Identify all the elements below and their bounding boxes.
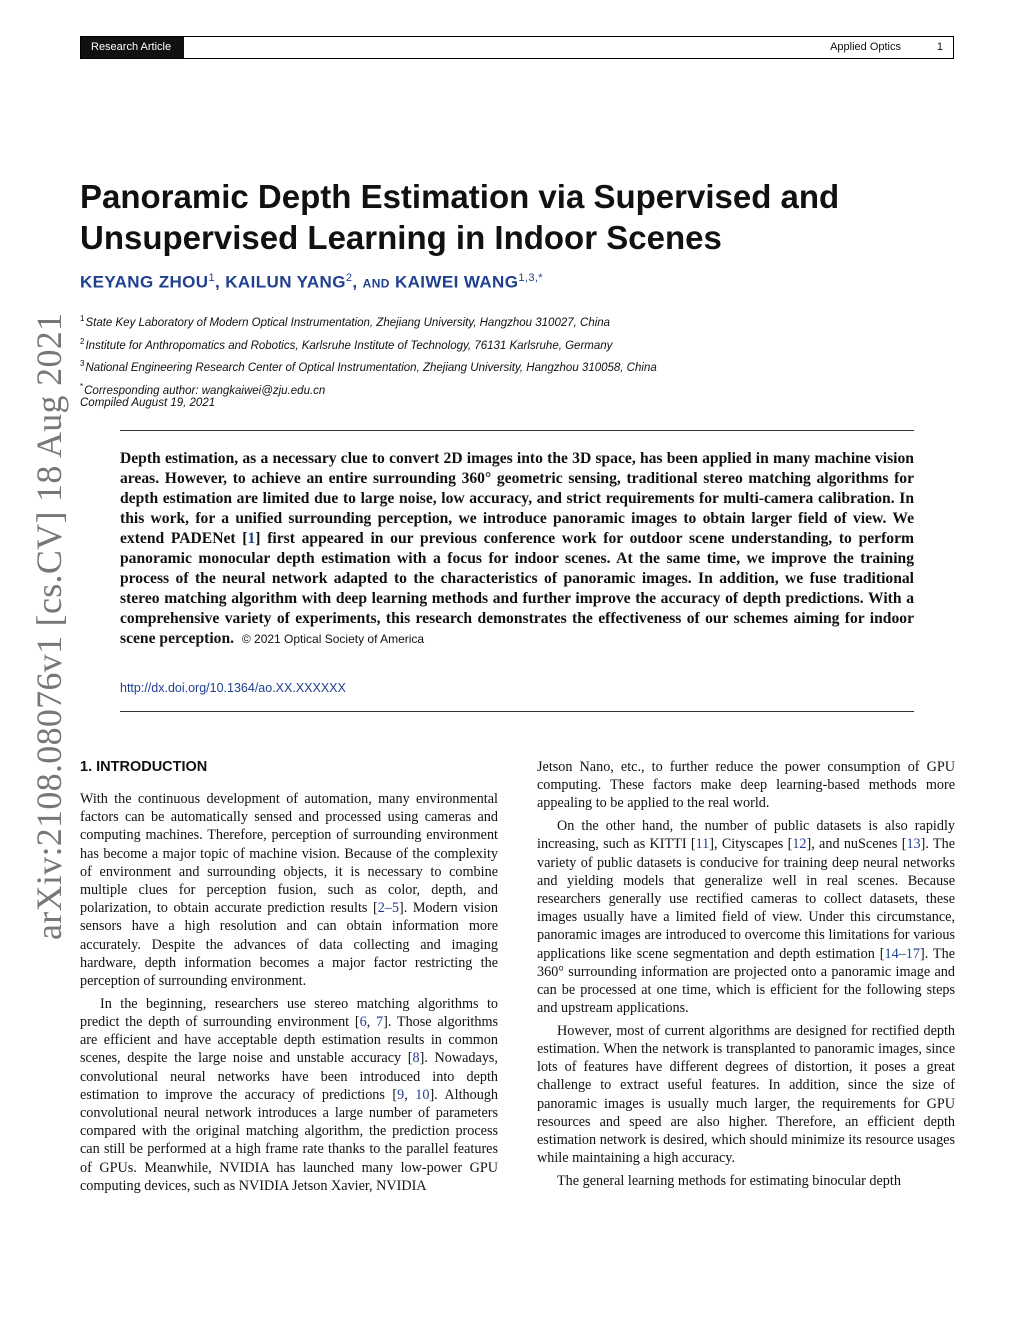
paragraph-text: ]. Modern vision sensors have a high resolution and can obtain information more accurately. Despite the advances of data collecting and imaging hardware, depth information becomes a major factor restricting the perception of surrounding environment. bbox=[80, 900, 498, 990]
affiliation-item bbox=[80, 333, 940, 356]
abstract bbox=[120, 449, 914, 649]
paragraph-text: With the continuous development of automation, many environmental factors can be automatically sensed and processed using cameras and computing machines. Therefore, perception of surrounding environment has become a major topic of machine vision. Because of the complexity of environment and surrounding objects, it is necessary to combine multiple clues for perception fusion, such as color, depth, and polarization, to obtain accurate prediction results [ bbox=[80, 791, 498, 917]
paragraph: The general learning methods for estimating binocular depth bbox=[557, 1172, 901, 1189]
paper-title bbox=[80, 176, 940, 258]
abstract-text: Depth estimation, as a necessary clue to convert 2D images into the 3D space, has been applied in many machine vision areas. However, to achieve an entire surrounding 360° geometric sensing, traditional stereo matching algorithms for depth estimation are limited due to large noise, low accuracy, and strict requirements for multi-camera calibration. In this work, for a unified surrounding perception, we introduce panoramic images to obtain larger field of view. We extend PADENet [ bbox=[120, 450, 914, 547]
citation-link[interactable]: 7 bbox=[376, 1013, 384, 1030]
citation-link[interactable]: 2–5 bbox=[377, 900, 399, 917]
paragraph-text: On the other hand, the number of public datasets is also rapidly increasing, such as KITTI [ bbox=[537, 818, 955, 853]
section-heading: 1. INTRODUCTION bbox=[80, 759, 208, 775]
right-column bbox=[537, 758, 955, 1195]
author-name: KEYANG ZHOU bbox=[80, 272, 209, 292]
affiliation-item bbox=[80, 355, 940, 378]
affiliation-mark: 2 bbox=[80, 336, 85, 346]
paragraph-text: ]. The 360° surrounding information are projected onto a panoramic image and can be processed at one time, which is efficient for the following steps and upstream applications. bbox=[537, 945, 955, 1017]
paragraph-text: ], Cityscapes [ bbox=[709, 836, 793, 853]
affiliation-list bbox=[80, 310, 940, 400]
citation-link[interactable]: 8 bbox=[412, 1050, 420, 1067]
paragraph-text: ]. Although convolutional neural network introduces a large number of parameters compared with the original matching algorithm, the prediction process can still be performed at a high frame rate thanks to the parallel features of GPUs. Meanwhile, NVIDIA has launched many low-power GPU computing devices, such as NVIDIA Jetson Xavier, NVIDIA bbox=[80, 1086, 499, 1194]
citation-link[interactable]: 6 bbox=[359, 1013, 367, 1030]
affiliation-text: State Key Laboratory of Modern Optical Instrumentation, Zhejiang University, Hangzhou 310027, China bbox=[85, 316, 611, 329]
paragraph: Jetson Nano, etc., to further reduce the power consumption of GPU computing. These factors make deep learning-based methods more appealing to be applied to the real world. bbox=[537, 759, 955, 812]
journal-name: Applied Optics bbox=[830, 41, 901, 53]
paragraph-text: ], and nuScenes [ bbox=[806, 836, 907, 853]
abstract-top-rule bbox=[120, 430, 914, 431]
copyright-notice: © 2021 Optical Society of America bbox=[241, 632, 425, 646]
affiliation-text: Corresponding author: wangkaiwei@zju.edu.cn bbox=[84, 384, 326, 397]
citation-link[interactable]: 1 bbox=[247, 530, 256, 547]
arxiv-stamp: arXiv:2108.08076v1 [cs.CV] 18 Aug 2021 bbox=[29, 312, 69, 940]
citation-link[interactable]: 12 bbox=[792, 836, 807, 853]
paragraph: However, most of current algorithms are designed for rectified depth estimation. When the network is transplanted to panoramic images, since lots of features have different degrees of distortion, it poses a great challenge to extract useful features. In addition, since the size of panoramic images is usually much larger, the requirements for GPU resources and speed are also higher. Therefore, an efficient depth estimation network is desired, which should minimize its resource usages while maintaining a high accuracy. bbox=[537, 1022, 955, 1167]
citation-link[interactable]: 14–17 bbox=[884, 945, 920, 962]
title-line-1: Panoramic Depth Estimation via Supervised and bbox=[80, 178, 840, 215]
author-affil-mark: 2 bbox=[345, 272, 353, 284]
article-type-tag: Research Article bbox=[81, 37, 184, 58]
abstract-bottom-rule bbox=[120, 711, 914, 712]
author-name: KAIWEI WANG bbox=[394, 272, 519, 292]
paragraph bbox=[80, 790, 498, 990]
author-separator: , bbox=[352, 272, 363, 292]
paragraph bbox=[537, 817, 955, 1017]
citation-link[interactable]: 11 bbox=[695, 836, 710, 853]
affiliation-mark: * bbox=[80, 381, 84, 391]
paragraph-text: , bbox=[366, 1013, 377, 1030]
affiliation-mark: 1 bbox=[80, 314, 85, 323]
compiled-date: Compiled August 19, 2021 bbox=[80, 397, 216, 409]
citation-link[interactable]: 10 bbox=[415, 1086, 430, 1103]
abstract-text: ] first appeared in our previous conference work for outdoor scene understanding, to perform panoramic monocular depth estimation with a focus for indoor scenes. At the same time, we improve the training process of the neural network adapted to the characteristics of panoramic images. In addition, we fuse traditional stereo matching algorithm with deep learning methods and further improve the accuracy of depth predictions. With a comprehensive variety of experiments, this research demonstrates the effectiveness of our schemes aiming for indoor scene perception. bbox=[120, 530, 914, 647]
journal-header-bar bbox=[80, 36, 954, 59]
author-list bbox=[80, 272, 543, 293]
author-affil-mark: 1,3,* bbox=[518, 272, 543, 284]
title-line-2: Unsupervised Learning in Indoor Scenes bbox=[80, 219, 722, 256]
paragraph-text: ]. Nowadays, convolutional neural networks have been introduced into depth estimation to improve the accuracy of predictions [ bbox=[80, 1050, 498, 1103]
paragraph-text: ]. Those algorithms are efficient and have acceptable depth estimation results in common scenes, despite the large noise and unstable accuracy [ bbox=[80, 1013, 499, 1067]
affiliation-mark: 3 bbox=[80, 359, 85, 369]
paragraph bbox=[80, 995, 498, 1195]
citation-link[interactable]: 13 bbox=[906, 836, 921, 853]
page-number: 1 bbox=[936, 41, 943, 53]
author-name: KAILUN YANG bbox=[225, 272, 346, 292]
left-column bbox=[80, 758, 498, 1199]
affiliation-text: National Engineering Research Center of Optical Instrumentation, Zhejiang University, Hangzhou 310058, China bbox=[85, 361, 657, 374]
paragraph-text: ]. The variety of public datasets is conducive for training deep neural networks and yielding models that generalize well in real scenes. Because researchers generally use rectified cameras to collect datasets, these images usually have a limited field of view. Under this circumstance, panoramic images are introduced to overcome this limitations for various applications like scene segmentation and depth estimation [ bbox=[537, 836, 955, 962]
author-affil-mark: 1 bbox=[208, 272, 215, 284]
citation-link[interactable]: 9 bbox=[397, 1086, 405, 1103]
affiliation-text: Institute for Anthropomatics and Robotics, Karlsruhe Institute of Technology, 76131 Karlsruhe, Germany bbox=[85, 339, 613, 352]
author-and: AND bbox=[362, 276, 390, 291]
affiliation-item bbox=[80, 310, 940, 333]
paragraph-text: , bbox=[404, 1086, 416, 1103]
doi-link[interactable]: http://dx.doi.org/10.1364/ao.XX.XXXXXX bbox=[120, 681, 346, 695]
paragraph-text: In the beginning, researchers use stereo matching algorithms to predict the depth of surrounding environment [ bbox=[80, 995, 498, 1030]
author-separator: , bbox=[215, 272, 226, 292]
